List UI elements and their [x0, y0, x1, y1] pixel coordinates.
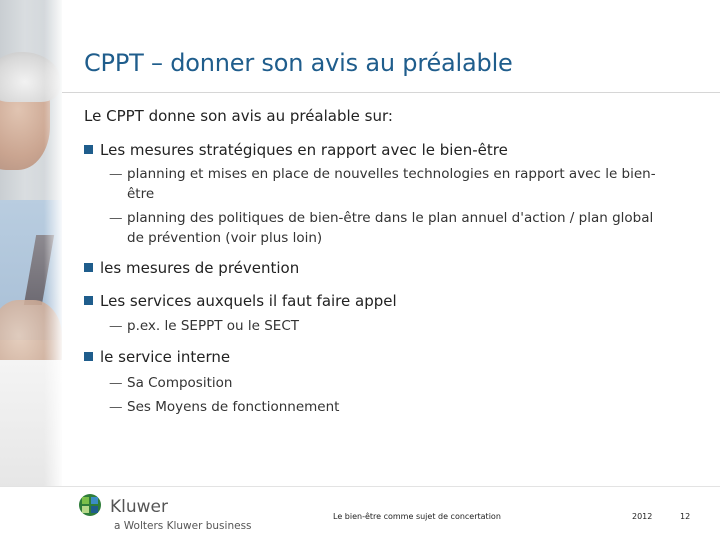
footer-document-title: Le bien-être comme sujet de concertation — [333, 512, 501, 521]
sub-bullet-item — [109, 208, 709, 248]
bullet-label: Les mesures stratégiques en rapport avec le bien-être — [100, 141, 508, 159]
dash-marker: — — [109, 375, 123, 391]
sub-bullet-text: planning des politiques de bien-être dans le plan annuel d'action / plan global — [127, 210, 654, 226]
footer-year: 2012 — [632, 512, 653, 521]
bullet-item — [84, 348, 230, 366]
dash-marker: — — [109, 166, 123, 182]
sub-bullet-item — [109, 316, 709, 336]
bullet-item — [84, 259, 299, 277]
sub-bullet-text: planning et mises en place de nouvelles technologies en rapport avec le bien- — [127, 166, 656, 182]
square-bullet-icon — [84, 263, 93, 272]
dash-marker: — — [109, 318, 123, 334]
sub-bullet-text-continued: être — [127, 186, 155, 202]
sub-bullet-item — [109, 373, 709, 393]
bullet-item — [84, 141, 508, 159]
sub-bullet-text: Ses Moyens de fonctionnement — [127, 399, 340, 415]
bullet-label: Les services auxquels il faut faire appel — [100, 292, 397, 310]
sub-bullet-text: Sa Composition — [127, 375, 233, 391]
slide-title: CPPT – donner son avis au préalable — [84, 49, 513, 77]
title-divider — [62, 92, 720, 93]
sub-bullet-item — [109, 397, 709, 417]
slide-content — [62, 0, 720, 486]
square-bullet-icon — [84, 352, 93, 361]
bullet-label: les mesures de prévention — [100, 259, 300, 277]
sub-bullet-item — [109, 164, 709, 204]
square-bullet-icon — [84, 145, 93, 154]
sub-bullet-text-continued: de prévention (voir plus loin) — [127, 230, 323, 246]
bullet-item — [84, 292, 397, 310]
sub-bullet-text: p.ex. le SEPPT ou le SECT — [127, 318, 299, 334]
decorative-photo — [0, 0, 62, 540]
square-bullet-icon — [84, 296, 93, 305]
wolters-kluwer-logo-icon — [78, 493, 102, 517]
page-number: 12 — [680, 512, 691, 521]
logo-tagline: a Wolters Kluwer business — [114, 520, 252, 532]
logo-wordmark: Kluwer — [110, 497, 168, 517]
bullet-label: le service interne — [100, 348, 231, 366]
dash-marker: — — [109, 399, 123, 415]
dash-marker: — — [109, 210, 123, 226]
intro-text: Le CPPT donne son avis au préalable sur: — [84, 107, 393, 125]
